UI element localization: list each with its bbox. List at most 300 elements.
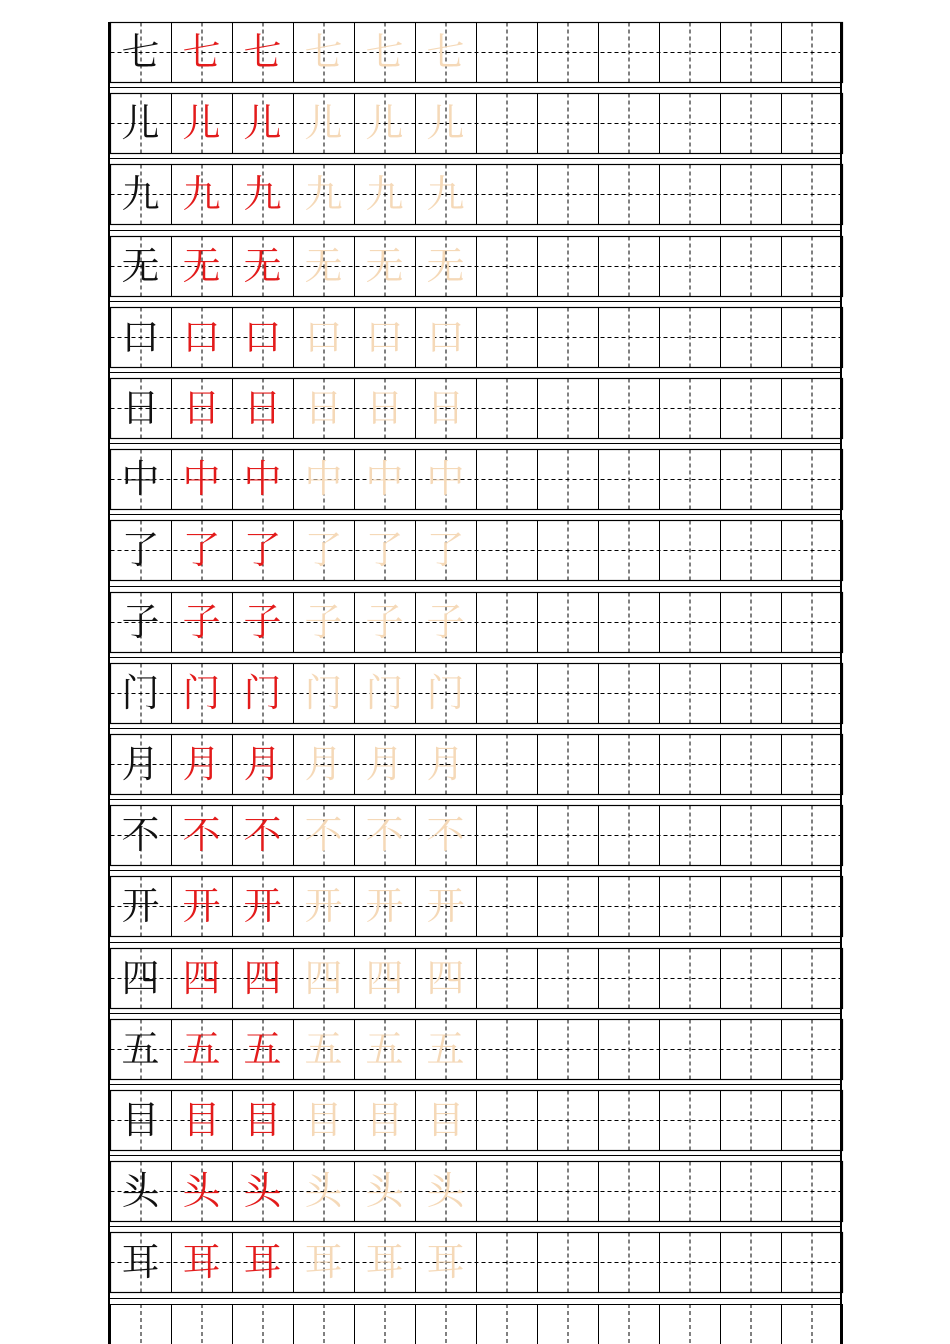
character-cell — [293, 663, 354, 723]
writing-cell[interactable] — [537, 164, 598, 224]
character-cell — [171, 307, 232, 367]
character-cell — [232, 592, 293, 652]
character-cell — [232, 1232, 293, 1292]
writing-cell[interactable] — [720, 1232, 781, 1292]
writing-cell[interactable] — [659, 1090, 720, 1150]
character-cell — [171, 734, 232, 794]
character-cell — [232, 236, 293, 296]
copy-character: 五 — [243, 1027, 282, 1071]
row-separator — [108, 230, 842, 231]
writing-cell[interactable] — [659, 93, 720, 153]
character-cell — [110, 307, 171, 367]
writing-cell[interactable] — [537, 1161, 598, 1221]
character-cell — [110, 164, 171, 224]
practice-row — [110, 22, 842, 82]
character-cell — [171, 1232, 232, 1292]
character-cell — [354, 236, 415, 296]
character-cell — [293, 592, 354, 652]
writing-cell[interactable] — [476, 948, 537, 1008]
model-character: 口 — [121, 315, 160, 359]
writing-cell[interactable] — [659, 805, 720, 865]
writing-cell[interactable] — [781, 1232, 842, 1292]
writing-cell[interactable] — [659, 876, 720, 936]
writing-cell[interactable] — [537, 307, 598, 367]
writing-cell[interactable] — [598, 378, 659, 438]
partial-grid-row — [110, 1304, 844, 1344]
row-separator — [108, 657, 842, 658]
character-cell — [232, 734, 293, 794]
trace-character: 五 — [365, 1027, 404, 1071]
writing-cell[interactable] — [476, 663, 537, 723]
writing-cell[interactable] — [720, 307, 781, 367]
copy-character: 不 — [182, 813, 221, 857]
writing-cell[interactable] — [720, 1090, 781, 1150]
row-separator — [108, 301, 842, 302]
writing-cell[interactable] — [598, 449, 659, 509]
writing-cell[interactable] — [781, 520, 842, 580]
character-cell — [110, 22, 171, 82]
character-cell — [171, 805, 232, 865]
character-cell — [232, 948, 293, 1008]
writing-cell[interactable] — [659, 520, 720, 580]
writing-cell[interactable] — [537, 663, 598, 723]
trace-character: 口 — [426, 315, 465, 359]
model-character: 七 — [121, 30, 160, 74]
writing-cell[interactable] — [659, 1161, 720, 1221]
character-cell — [293, 734, 354, 794]
row-separator — [108, 1013, 842, 1014]
writing-cell[interactable] — [476, 520, 537, 580]
model-character: 耳 — [121, 1240, 160, 1284]
writing-cell[interactable] — [720, 876, 781, 936]
character-cell — [354, 948, 415, 1008]
character-cell — [415, 948, 476, 1008]
character-cell — [110, 378, 171, 438]
writing-cell[interactable] — [598, 1232, 659, 1292]
copy-character: 口 — [182, 315, 221, 359]
copy-character: 儿 — [182, 101, 221, 145]
character-cell — [415, 876, 476, 936]
character-cell — [110, 876, 171, 936]
writing-cell[interactable] — [537, 805, 598, 865]
trace-character: 儿 — [365, 101, 404, 145]
trace-character: 中 — [365, 457, 404, 501]
writing-cell[interactable] — [476, 592, 537, 652]
character-cell — [110, 236, 171, 296]
copy-character: 无 — [182, 244, 221, 288]
character-cell — [415, 663, 476, 723]
writing-cell[interactable] — [476, 22, 537, 82]
trace-character: 耳 — [304, 1240, 343, 1284]
character-cell — [171, 93, 232, 153]
trace-character: 五 — [304, 1027, 343, 1071]
character-cell — [232, 663, 293, 723]
writing-cell[interactable] — [537, 236, 598, 296]
character-cell — [110, 1019, 171, 1079]
copy-character: 月 — [243, 742, 282, 786]
character-cell — [415, 734, 476, 794]
copy-character: 口 — [243, 315, 282, 359]
character-cell — [293, 948, 354, 1008]
trace-character: 月 — [426, 742, 465, 786]
writing-cell[interactable] — [659, 164, 720, 224]
character-cell — [232, 1019, 293, 1079]
writing-cell[interactable] — [659, 1019, 720, 1079]
model-character: 中 — [121, 457, 160, 501]
writing-cell[interactable] — [598, 1090, 659, 1150]
writing-cell[interactable] — [476, 1161, 537, 1221]
character-cell — [293, 307, 354, 367]
character-cell — [415, 1090, 476, 1150]
trace-character: 中 — [304, 457, 343, 501]
row-separator — [108, 870, 842, 871]
copy-character: 耳 — [243, 1240, 282, 1284]
writing-cell[interactable] — [720, 236, 781, 296]
writing-cell[interactable] — [476, 378, 537, 438]
writing-cell[interactable] — [476, 734, 537, 794]
copy-character: 子 — [243, 600, 282, 644]
practice-row — [110, 236, 842, 296]
character-cell — [110, 805, 171, 865]
writing-cell[interactable] — [598, 164, 659, 224]
character-cell — [232, 164, 293, 224]
character-cell — [171, 592, 232, 652]
character-cell — [110, 663, 171, 723]
trace-character: 无 — [304, 244, 343, 288]
trace-character: 九 — [426, 172, 465, 216]
trace-character: 日 — [304, 386, 343, 430]
writing-cell[interactable] — [537, 592, 598, 652]
trace-character: 七 — [426, 30, 465, 74]
character-cell — [110, 948, 171, 1008]
trace-character: 开 — [426, 884, 465, 928]
writing-cell[interactable] — [781, 449, 842, 509]
copy-character: 七 — [243, 30, 282, 74]
writing-cell[interactable] — [720, 1161, 781, 1221]
writing-cell[interactable] — [598, 592, 659, 652]
practice-row — [110, 520, 842, 580]
writing-cell[interactable] — [781, 93, 842, 153]
row-separator — [108, 1155, 842, 1156]
trace-character: 门 — [365, 671, 404, 715]
character-cell — [232, 876, 293, 936]
writing-cell[interactable] — [720, 22, 781, 82]
character-cell — [171, 520, 232, 580]
row-separator — [108, 443, 842, 444]
character-cell — [232, 22, 293, 82]
character-cell — [232, 378, 293, 438]
trace-character: 了 — [365, 528, 404, 572]
writing-cell[interactable] — [476, 93, 537, 153]
writing-cell[interactable] — [476, 805, 537, 865]
character-cell — [415, 592, 476, 652]
character-cell — [293, 93, 354, 153]
copy-character: 门 — [243, 671, 282, 715]
trace-character: 日 — [365, 386, 404, 430]
character-cell — [171, 1090, 232, 1150]
writing-cell[interactable] — [720, 378, 781, 438]
copy-character: 四 — [182, 956, 221, 1000]
practice-row — [110, 307, 842, 367]
practice-row — [110, 948, 842, 1008]
writing-cell[interactable] — [476, 1232, 537, 1292]
character-cell — [232, 307, 293, 367]
writing-cell[interactable] — [476, 449, 537, 509]
trace-character: 头 — [304, 1169, 343, 1213]
character-cell — [415, 307, 476, 367]
copy-character: 日 — [243, 386, 282, 430]
row-separator — [108, 1084, 842, 1085]
character-cell — [171, 378, 232, 438]
writing-cell[interactable] — [781, 236, 842, 296]
character-cell — [293, 378, 354, 438]
writing-cell[interactable] — [781, 1019, 842, 1079]
character-cell — [415, 805, 476, 865]
character-cell — [354, 93, 415, 153]
writing-cell[interactable] — [720, 948, 781, 1008]
trace-character: 头 — [365, 1169, 404, 1213]
writing-cell[interactable] — [598, 236, 659, 296]
writing-cell[interactable] — [659, 378, 720, 438]
writing-cell[interactable] — [598, 948, 659, 1008]
copy-character: 子 — [182, 600, 221, 644]
trace-character: 头 — [426, 1169, 465, 1213]
character-cell — [232, 805, 293, 865]
writing-cell[interactable] — [476, 307, 537, 367]
trace-character: 开 — [304, 884, 343, 928]
writing-cell[interactable] — [659, 449, 720, 509]
character-cell — [293, 1090, 354, 1150]
trace-character: 九 — [304, 172, 343, 216]
character-cell — [415, 378, 476, 438]
character-cell — [354, 805, 415, 865]
writing-cell[interactable] — [598, 520, 659, 580]
character-cell — [354, 1161, 415, 1221]
trace-character: 不 — [426, 813, 465, 857]
writing-cell[interactable] — [598, 1019, 659, 1079]
writing-cell[interactable] — [720, 449, 781, 509]
practice-row — [110, 1232, 842, 1292]
writing-cell[interactable] — [659, 1232, 720, 1292]
character-cell — [415, 93, 476, 153]
row-separator — [108, 372, 842, 373]
writing-cell[interactable] — [476, 1019, 537, 1079]
trace-character: 七 — [304, 30, 343, 74]
writing-cell[interactable] — [659, 948, 720, 1008]
character-cell — [293, 164, 354, 224]
writing-cell[interactable] — [781, 378, 842, 438]
writing-cell[interactable] — [720, 520, 781, 580]
model-character: 五 — [121, 1027, 160, 1071]
character-cell — [171, 236, 232, 296]
trace-character: 日 — [426, 386, 465, 430]
copy-character: 门 — [182, 671, 221, 715]
trace-character: 子 — [304, 600, 343, 644]
character-cell — [415, 22, 476, 82]
character-cell — [171, 663, 232, 723]
trace-character: 目 — [426, 1098, 465, 1142]
writing-cell[interactable] — [537, 93, 598, 153]
character-cell — [293, 1161, 354, 1221]
writing-cell[interactable] — [659, 22, 720, 82]
copy-character: 头 — [243, 1169, 282, 1213]
writing-cell[interactable] — [720, 592, 781, 652]
writing-cell[interactable] — [476, 876, 537, 936]
writing-cell[interactable] — [781, 307, 842, 367]
character-cell — [110, 734, 171, 794]
writing-cell[interactable] — [720, 1019, 781, 1079]
writing-cell[interactable] — [476, 1090, 537, 1150]
character-cell — [354, 1232, 415, 1292]
writing-cell[interactable] — [476, 164, 537, 224]
character-cell — [293, 520, 354, 580]
writing-cell[interactable] — [598, 307, 659, 367]
writing-cell[interactable] — [781, 663, 842, 723]
row-separator — [108, 158, 842, 159]
model-character: 子 — [121, 600, 160, 644]
trace-character: 了 — [304, 528, 343, 572]
character-cell — [293, 449, 354, 509]
writing-cell[interactable] — [781, 164, 842, 224]
character-cell — [415, 1161, 476, 1221]
character-cell — [354, 520, 415, 580]
writing-cell[interactable] — [781, 805, 842, 865]
character-cell — [415, 520, 476, 580]
trace-character: 耳 — [426, 1240, 465, 1284]
trace-character: 子 — [365, 600, 404, 644]
character-cell — [354, 734, 415, 794]
copy-character: 五 — [182, 1027, 221, 1071]
writing-cell[interactable] — [720, 805, 781, 865]
character-cell — [232, 1161, 293, 1221]
character-cell — [354, 1019, 415, 1079]
trace-character: 目 — [365, 1098, 404, 1142]
character-cell — [354, 663, 415, 723]
character-cell — [232, 449, 293, 509]
trace-character: 了 — [426, 528, 465, 572]
writing-cell[interactable] — [781, 1161, 842, 1221]
writing-cell[interactable] — [476, 236, 537, 296]
row-separator — [108, 586, 842, 587]
copy-character: 日 — [182, 386, 221, 430]
writing-cell[interactable] — [659, 592, 720, 652]
trace-character: 中 — [426, 457, 465, 501]
copy-character: 目 — [243, 1098, 282, 1142]
writing-cell[interactable] — [598, 876, 659, 936]
character-cell — [232, 93, 293, 153]
writing-cell[interactable] — [659, 734, 720, 794]
writing-cell[interactable] — [659, 236, 720, 296]
writing-cell[interactable] — [537, 520, 598, 580]
character-cell — [110, 1090, 171, 1150]
character-cell — [171, 876, 232, 936]
trace-character: 目 — [304, 1098, 343, 1142]
character-cell — [354, 378, 415, 438]
trace-character: 四 — [426, 956, 465, 1000]
character-cell — [232, 1090, 293, 1150]
model-character: 九 — [121, 172, 160, 216]
trace-character: 月 — [365, 742, 404, 786]
copy-character: 无 — [243, 244, 282, 288]
writing-cell[interactable] — [537, 876, 598, 936]
copy-character: 开 — [243, 884, 282, 928]
writing-cell[interactable] — [537, 734, 598, 794]
copy-character: 九 — [243, 172, 282, 216]
copy-character: 九 — [182, 172, 221, 216]
writing-cell[interactable] — [659, 307, 720, 367]
writing-cell[interactable] — [598, 93, 659, 153]
character-cell — [354, 164, 415, 224]
writing-cell[interactable] — [781, 876, 842, 936]
model-character: 月 — [121, 742, 160, 786]
writing-cell[interactable] — [537, 948, 598, 1008]
practice-row — [110, 805, 842, 865]
writing-cell[interactable] — [781, 1090, 842, 1150]
copy-character: 了 — [243, 528, 282, 572]
practice-row — [110, 734, 842, 794]
writing-cell[interactable] — [781, 592, 842, 652]
writing-cell[interactable] — [598, 22, 659, 82]
character-cell — [293, 236, 354, 296]
model-character: 目 — [121, 1098, 160, 1142]
writing-cell[interactable] — [598, 734, 659, 794]
character-cell — [354, 1090, 415, 1150]
writing-cell[interactable] — [781, 734, 842, 794]
writing-cell[interactable] — [781, 22, 842, 82]
character-cell — [171, 1019, 232, 1079]
character-cell — [171, 22, 232, 82]
trace-character: 无 — [365, 244, 404, 288]
copy-character: 中 — [182, 457, 221, 501]
model-character: 四 — [121, 956, 160, 1000]
character-cell — [293, 22, 354, 82]
character-cell — [171, 164, 232, 224]
writing-cell[interactable] — [537, 378, 598, 438]
writing-cell[interactable] — [720, 663, 781, 723]
copy-character: 七 — [182, 30, 221, 74]
character-cell — [293, 805, 354, 865]
row-separator — [108, 1298, 842, 1299]
row-separator — [108, 1226, 842, 1227]
copy-character: 头 — [182, 1169, 221, 1213]
writing-cell[interactable] — [537, 1232, 598, 1292]
row-separator — [108, 942, 842, 943]
practice-row — [110, 1161, 842, 1221]
writing-cell[interactable] — [598, 805, 659, 865]
writing-cell[interactable] — [598, 1161, 659, 1221]
model-character: 日 — [121, 386, 160, 430]
writing-cell[interactable] — [598, 663, 659, 723]
model-character: 开 — [121, 884, 160, 928]
writing-cell[interactable] — [720, 734, 781, 794]
writing-cell[interactable] — [659, 663, 720, 723]
trace-character: 门 — [304, 671, 343, 715]
writing-cell[interactable] — [720, 93, 781, 153]
writing-cell[interactable] — [537, 1090, 598, 1150]
trace-character: 子 — [426, 600, 465, 644]
writing-cell[interactable] — [537, 1019, 598, 1079]
practice-row — [110, 449, 842, 509]
writing-cell[interactable] — [537, 449, 598, 509]
trace-character: 开 — [365, 884, 404, 928]
writing-cell[interactable] — [720, 164, 781, 224]
copy-character: 月 — [182, 742, 221, 786]
character-cell — [354, 449, 415, 509]
practice-row — [110, 1019, 842, 1079]
writing-cell[interactable] — [781, 948, 842, 1008]
trace-character: 口 — [365, 315, 404, 359]
writing-cell[interactable] — [537, 22, 598, 82]
